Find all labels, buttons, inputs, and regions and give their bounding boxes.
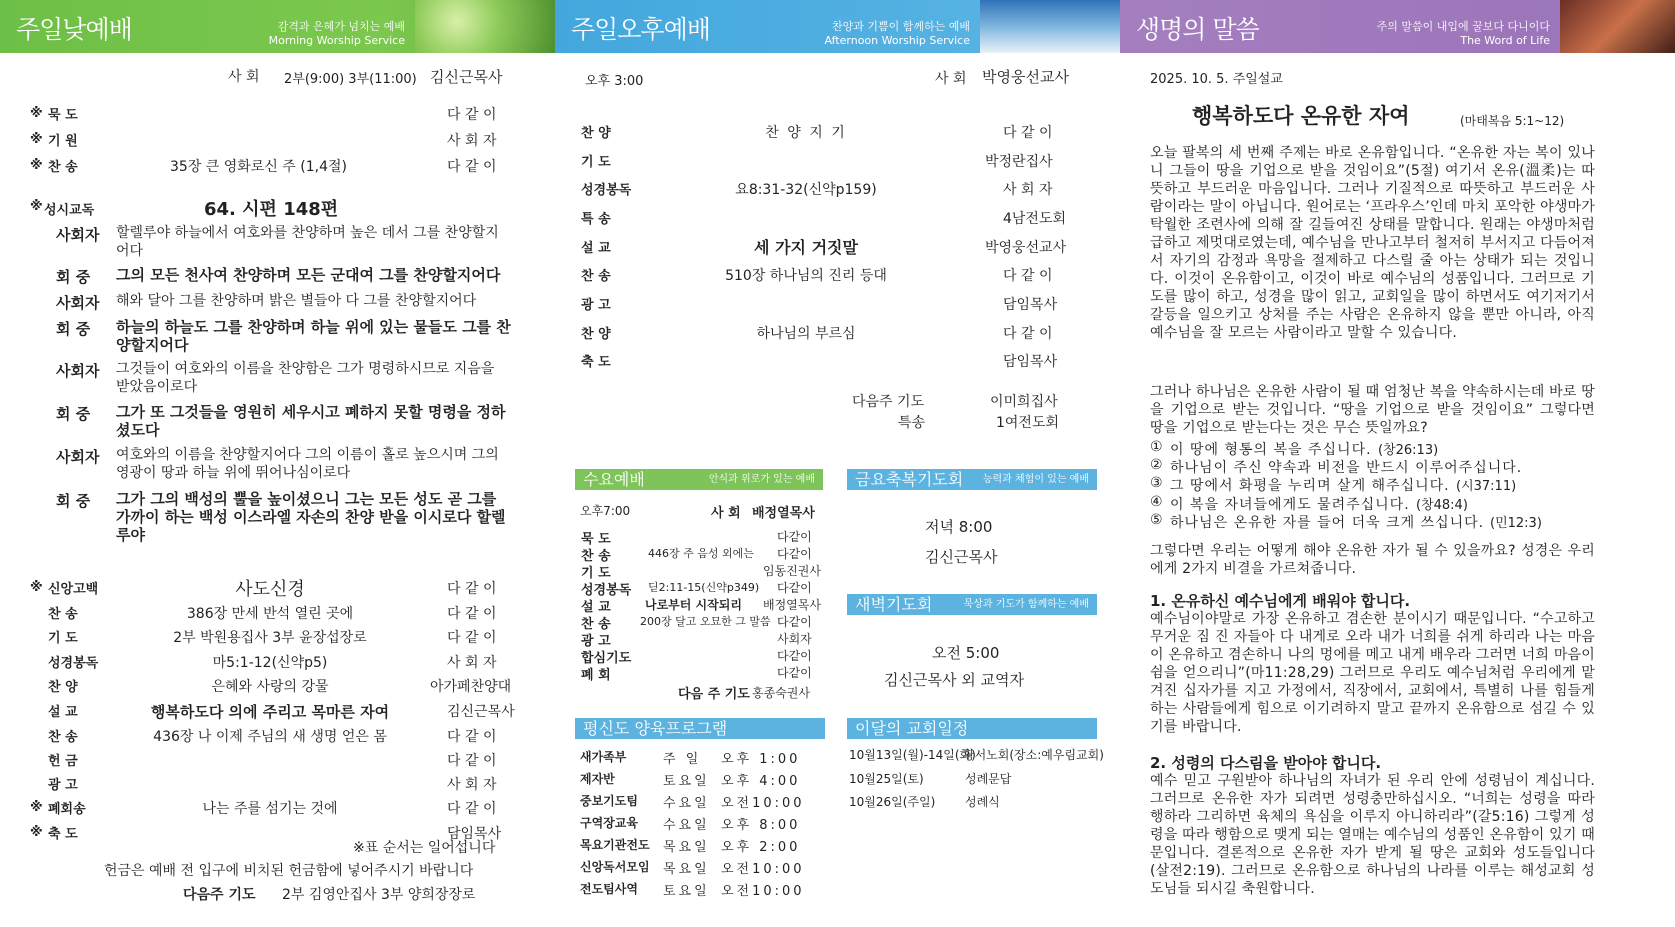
order-leader: 사 회 자 <box>447 133 497 149</box>
responsive-speaker: 회 중 <box>56 268 91 286</box>
list-text: 이 땅에 형통의 복을 주십니다. <box>1170 442 1372 458</box>
order-content: 510장 하나님의 진리 등대 <box>725 268 887 284</box>
list-reference: (창26:13) <box>1378 443 1439 458</box>
order-leader: 다 같 이 <box>447 630 497 646</box>
program-time: 오후 1:00 <box>721 752 801 767</box>
schedule-date: 10월26일(주일) <box>849 795 936 809</box>
order-leader: 김신근목사 <box>447 704 515 720</box>
order-label: 폐 회 <box>581 668 611 683</box>
order-label: 기 도 <box>581 155 611 170</box>
dawn-time: 오전 5:00 <box>932 644 1000 662</box>
section-title: 금요축복기도회 <box>855 470 964 489</box>
order-label: 설 교 <box>581 600 611 615</box>
order-leader: 사 회 자 <box>447 777 497 793</box>
presider-name: 김신근목사 <box>430 68 503 86</box>
morning-worship-banner <box>0 0 555 53</box>
section-title: 평신도 양육프로그램 <box>583 719 728 738</box>
order-leader: 다같이 <box>777 666 812 680</box>
standing-mark: ※ <box>30 580 43 595</box>
order-leader: 다 같 이 <box>1003 326 1053 342</box>
order-label: 광 고 <box>581 298 611 313</box>
responsive-text: 그의 모든 천사여 찬양하며 모든 군대여 그를 찬양할지어다 <box>116 266 501 284</box>
list-text: 하나님이 주신 약속과 비전을 반드시 이루어주십니다. <box>1170 460 1523 476</box>
presider-name: 박영웅선교사 <box>982 68 1069 86</box>
list-reference: (시37:11) <box>1456 479 1517 494</box>
list-reference: (창48:4) <box>1416 498 1468 513</box>
order-label: 묵 도 <box>48 108 78 123</box>
responsive-speaker: 사회자 <box>56 226 100 244</box>
order-leader: 다 같 이 <box>447 801 497 817</box>
order-leader: 다 같 이 <box>447 107 497 123</box>
responsive-text: 해와 달아 그를 찬양하며 밝은 별들아 다 그를 찬양할지어다 <box>116 293 477 309</box>
program-day: 수요일 <box>663 796 710 811</box>
program-name: 구역장교육 <box>580 816 638 830</box>
order-content: 35장 큰 영화로신 주 (1,4절) <box>170 159 347 175</box>
standing-mark: ※ <box>30 158 43 173</box>
standing-mark: ※ <box>30 132 43 147</box>
training-program-bar <box>575 718 825 739</box>
responsive-text: 그것들이 여호와의 이름을 찬양함은 그가 명령하시므로 지음을 받았음이로다 <box>116 361 495 395</box>
program-name: 전도팀사역 <box>580 882 638 896</box>
order-label: 기 도 <box>48 631 78 646</box>
order-content: 나는 주를 섬기는 것에 <box>202 801 338 817</box>
order-label: 신앙고백 <box>48 582 99 597</box>
sermon-paragraph-3: 그렇다면 우리는 어떻게 해야 온유한 자가 될 수 있을까요? 성경은 우리에게 2가지 비결을 가르쳐줍니다. <box>1150 543 1595 577</box>
order-leader: 사 회 자 <box>1003 182 1053 198</box>
order-label: 헌 금 <box>48 754 78 769</box>
friday-prayer-bar <box>847 469 1097 490</box>
order-content: 나로부터 시작되리 <box>645 598 742 612</box>
leaves-image <box>415 0 555 53</box>
order-leader: 임동진권사 <box>763 564 821 578</box>
order-leader: 사 회 자 <box>447 655 497 671</box>
list-text: 그 땅에서 화평을 누리며 살게 해주십니다. <box>1170 478 1450 494</box>
order-label: 찬 양 <box>581 327 611 342</box>
order-label: 기 도 <box>581 566 611 581</box>
responsive-text: 여호와의 이름을 찬양할지어다 그의 이름이 홀로 높으시며 그의 영광이 땅과 하늘 위에 뛰어나심이로다 <box>116 447 499 481</box>
order-leader: 다 같 이 <box>447 606 497 622</box>
point-1-heading: 1. 온유하신 예수님에게 배워야 합니다. <box>1150 592 1411 610</box>
order-leader: 배정열목사 <box>763 598 821 612</box>
standing-mark: ※ <box>30 800 43 815</box>
friday-time: 저녁 8:00 <box>925 518 993 536</box>
banner-subtitle-en: The Word of Life <box>1460 34 1550 47</box>
presider-label: 사 회 <box>935 71 967 87</box>
order-content: 200장 달고 오묘한 그 말씀 <box>640 615 771 628</box>
responsive-text: 그가 그의 백성의 뿔을 높이셨으니 그는 모든 성도 곧 그를 가까이 하는 백성 이스라엘 자손의 찬양 받을 이시로다 할렐루야 <box>116 490 506 544</box>
wed-presider: 배정열목사 <box>752 506 815 521</box>
order-label: 성경봉독 <box>581 583 632 598</box>
program-day: 목요일 <box>663 840 710 855</box>
program-time: 오전10:00 <box>721 796 805 811</box>
order-content: 행복하도다 의에 주리고 목마른 자여 <box>150 703 390 721</box>
next-prayer-label: 다음주 기도 <box>852 394 925 410</box>
candles-image <box>1560 0 1675 53</box>
wed-next-value: 홍종숙권사 <box>752 686 810 700</box>
order-content: 마5:1-12(신약p5) <box>212 655 328 671</box>
afternoon-time: 오후 3:00 <box>585 74 644 89</box>
order-label: 합심기도 <box>581 651 632 666</box>
responsive-speaker: 회 중 <box>56 492 91 510</box>
order-leader: 다 같 이 <box>447 581 497 597</box>
banner-subtitle: 주의 말씀이 내입에 꿀보다 다니이다 <box>1376 20 1550 33</box>
section-title: 수요예배 <box>583 470 645 489</box>
afternoon-worship-banner <box>555 0 1120 53</box>
list-text: 하나님은 온유한 자를 들어 더욱 크게 쓰십니다. <box>1170 515 1485 531</box>
order-label: 성경봉독 <box>581 183 632 198</box>
order-label: 설 교 <box>581 241 611 256</box>
wednesday-worship-bar <box>575 469 823 490</box>
program-name: 제자반 <box>580 772 615 786</box>
banner-title: 생명의 말씀 <box>1136 15 1259 44</box>
word-of-life-banner <box>1120 0 1675 53</box>
order-label: 폐회송 <box>48 802 86 817</box>
order-label: 축 도 <box>48 827 78 842</box>
order-content: 세 가지 거짓말 <box>754 238 858 257</box>
next-prayer-label: 다음주 기도 <box>183 887 256 903</box>
responsive-speaker: 회 중 <box>56 320 91 338</box>
order-leader: 다같이 <box>777 530 812 544</box>
sermon-reference: (마태복음 5:1~12) <box>1460 114 1565 128</box>
order-label: 광 고 <box>48 778 78 793</box>
schedule-event: 성례식 <box>965 795 1000 809</box>
presider-label: 사 회 <box>228 69 260 85</box>
program-time: 오후 8:00 <box>721 818 801 833</box>
section-subtitle: 능력과 체험이 있는 예배 <box>982 474 1089 485</box>
list-number: ③ <box>1150 475 1163 491</box>
order-label: 광 고 <box>581 634 611 649</box>
next-prayer-text: 2부 김영안집사 3부 양희장장로 <box>282 887 476 903</box>
schedule-date: 10월13일(월)-14일(화) <box>849 748 976 762</box>
order-content: 436장 나 이제 주님의 새 생명 얻은 몸 <box>153 729 387 745</box>
program-time: 오전10:00 <box>721 884 805 899</box>
dawn-prayer-bar <box>847 594 1097 615</box>
program-day: 수요일 <box>663 818 710 833</box>
section-title: 이달의 교회일정 <box>855 719 969 738</box>
list-number: ① <box>1150 439 1163 455</box>
program-day: 토요일 <box>663 884 710 899</box>
responsive-speaker: 사회자 <box>56 362 100 380</box>
section-title: 새벽기도회 <box>855 595 933 614</box>
program-day: 주 일 <box>663 752 702 767</box>
order-leader: 담임목사 <box>1003 354 1058 370</box>
sermon-date: 2025. 10. 5. 주일설교 <box>1150 72 1283 87</box>
order-leader: 담임목사 <box>1003 297 1058 313</box>
offering-note: 헌금은 예배 전 입구에 비치된 헌금함에 넣어주시기 바랍니다 <box>104 863 474 879</box>
order-label: 찬 양 <box>48 680 78 695</box>
list-number: ⑤ <box>1150 512 1163 528</box>
order-label: 찬 송 <box>581 269 611 284</box>
program-name: 중보기도팀 <box>580 794 638 808</box>
order-leader: 다 같 이 <box>1003 268 1053 284</box>
wed-presider-label: 사 회 <box>711 506 741 521</box>
order-leader: 다같이 <box>777 547 812 561</box>
banner-subtitle: 감격과 은혜가 넘치는 예배 <box>277 20 405 33</box>
friday-leader: 김신근목사 <box>925 548 998 566</box>
program-day: 목요일 <box>663 862 710 877</box>
order-content: 386장 만세 반석 열린 곳에 <box>186 606 354 622</box>
order-label: 성경봉독 <box>48 656 99 671</box>
sermon-paragraph-4: 예수님이야말로 가장 온유하고 겸손한 분이시기 때문입니다. “수고하고 무거운 짐 진 자들아 다 내게로 오라 내가 너희를 쉬게 하리라 나는 마음이 온유하고 겸손하니 나의 멍에를 메고 내게 배우라 그러면 너희 마음이 쉼을 얻으리니”(마11:28,29) 그러므로 우리도 예수님처럼 우리에게 맡겨진 십자가를 지고 가정에서, 직장에서, 교회에서, 특별히 나를 힘들게 하는 사람들에게 힘으로 이기려하지 말고 끝까지 온유함으로 섬길 수 있기를 바랍니다. <box>1150 611 1595 735</box>
order-content: 딛2:11-15(신약p349) <box>648 581 760 594</box>
list-number: ② <box>1150 457 1163 473</box>
responsive-text: 하늘의 하늘도 그를 찬양하며 하늘 위에 있는 물들도 그를 찬양할지어다 <box>116 318 511 354</box>
order-label: 묵 도 <box>581 532 611 547</box>
program-name: 신앙독서모임 <box>580 860 650 874</box>
next-prayer-value: 이미희집사 <box>990 394 1058 410</box>
program-name: 목요기관전도 <box>580 838 650 852</box>
order-leader: 다같이 <box>777 615 812 629</box>
monthly-schedule-bar <box>847 718 1097 739</box>
order-label: 찬 송 <box>48 730 78 745</box>
sermon-title: 행복하도다 온유한 자여 <box>1192 104 1410 128</box>
standing-mark: ※ <box>30 199 43 214</box>
wed-next-label: 다음 주 기도 <box>678 687 750 702</box>
order-leader: 박정란집사 <box>985 154 1053 170</box>
section-subtitle: 안식과 위로가 있는 예배 <box>708 474 815 485</box>
schedule-event: 성례문답 <box>965 772 1012 786</box>
order-leader: 4남전도회 <box>1003 211 1067 227</box>
list-number: ④ <box>1150 494 1163 510</box>
reading-label: 성시교독 <box>44 203 95 218</box>
point-2-heading: 2. 성령의 다스림을 받아야 합니다. <box>1150 754 1382 772</box>
standing-mark: ※ <box>30 106 43 121</box>
order-content: 446장 주 음성 외에는 <box>648 547 754 560</box>
order-content: 찬 양 지 기 <box>765 125 847 141</box>
order-leader: 다같이 <box>777 581 812 595</box>
program-time: 오후 2:00 <box>721 840 801 855</box>
responsive-speaker: 사회자 <box>56 448 100 466</box>
program-time: 오후 4:00 <box>721 774 801 789</box>
order-leader: 아가페찬양대 <box>430 679 512 695</box>
order-label: 찬 양 <box>581 126 611 141</box>
banner-subtitle-en: Morning Worship Service <box>268 34 405 47</box>
order-leader: 다같이 <box>777 649 812 663</box>
order-label: 찬 송 <box>581 617 611 632</box>
order-label: 찬 송 <box>48 160 78 175</box>
banner-title: 주일오후예배 <box>571 15 710 44</box>
order-label: 찬 송 <box>581 549 611 564</box>
order-content: 사도신경 <box>235 579 305 600</box>
banner-subtitle-en: Afternoon Worship Service <box>824 34 970 47</box>
banner-title: 주일낮예배 <box>16 15 132 44</box>
service-times: 2부(9:00) 3부(11:00) <box>284 72 417 87</box>
order-label: 축 도 <box>581 355 611 370</box>
reading-title: 64. 시편 148편 <box>204 199 339 220</box>
order-leader: 다 같 이 <box>447 753 497 769</box>
program-day: 토요일 <box>663 774 710 789</box>
responsive-text: 그가 또 그것들을 영원히 세우시고 폐하지 못할 명령을 정하셨도다 <box>116 403 506 439</box>
standing-note: ※표 순서는 일어섭니다 <box>353 840 496 856</box>
order-label: 기 원 <box>48 134 78 149</box>
wed-time: 오후7:00 <box>580 504 631 518</box>
standing-mark: ※ <box>30 825 43 840</box>
program-name: 새가족부 <box>580 750 627 764</box>
schedule-event: 황서노회(장소:예우림교회) <box>963 748 1104 762</box>
sermon-paragraph-5: 예수 믿고 구원받아 하나님의 자녀가 된 우리 안에 성령님이 계십니다. 그러므로 온유한 자가 되려면 성령충만하십시오. “너희는 성령을 따라 행하라 그리하면 육체의 욕심을 이루지 아니하리라”(갈5:16) 그렇게 성령을 따라 행함으로 맺게 되는 열매는 예수님의 성품인 온유함이 있기 때문입니다. 결론적으로 온유한 자가 받게 될 땅은 교회와 성도들입니다(살전2:19). 그러므로 온유함으로 하나님의 나라를 이루는 해성교회 성도님들 되시길 축원합니다. <box>1150 773 1595 897</box>
schedule-date: 10월25일(토) <box>849 772 924 786</box>
program-time: 오전10:00 <box>721 862 805 877</box>
order-label: 설 교 <box>48 705 78 720</box>
order-leader: 다 같 이 <box>1003 125 1053 141</box>
order-leader: 다 같 이 <box>447 729 497 745</box>
special-song-value: 1여전도회 <box>996 415 1060 431</box>
list-reference: (민12:3) <box>1490 516 1542 531</box>
dawn-leader: 김신근목사 외 교역자 <box>884 671 1024 689</box>
order-leader: 담임목사 <box>447 826 502 842</box>
order-content: 2부 박원용집사 3부 윤장섭장로 <box>173 630 367 646</box>
order-leader: 박영웅선교사 <box>985 240 1067 256</box>
order-label: 찬 송 <box>48 607 78 622</box>
responsive-speaker: 회 중 <box>56 405 91 423</box>
order-content: 요8:31-32(신약p159) <box>735 182 877 198</box>
special-song-label: 특송 <box>898 415 926 431</box>
banner-subtitle: 찬양과 기쁨이 함께하는 예배 <box>831 20 970 33</box>
sermon-paragraph-2: 그러나 하나님은 온유한 사람이 될 때 엄청난 복을 약속하시는데 바로 땅을 기업으로 받는 것입니다. “땅을 기업으로 받을 것임이요” 그렇다면 땅을 기업으로 받는다는 것은 무슨 뜻일까요? <box>1150 384 1595 436</box>
responsive-text: 할렐루야 하늘에서 여호와를 찬양하며 높은 데서 그를 찬양할지어다 <box>116 225 499 259</box>
order-leader: 사회자 <box>777 632 812 646</box>
order-leader: 다 같 이 <box>447 159 497 175</box>
order-content: 은혜와 사랑의 강물 <box>211 679 329 695</box>
order-content: 하나님의 부르심 <box>756 326 856 342</box>
sky-image <box>980 0 1120 53</box>
list-text: 이 복을 자녀들에게도 물려주십니다. <box>1170 497 1410 513</box>
sermon-paragraph-1: 오늘 팔복의 세 번째 주제는 바로 온유함입니다. “온유한 자는 복이 있나니 그들이 땅을 기업으로 받을 것임이요”(5절) 여기서 온유(溫柔)는 따뜻하고 부드러운 마음입니다. 그러나 기질적으로 따뜻하고 부드러운 사람이라는 말이 아닙니다. 원어로는 ‘프라우스’인데 마치 포악한 야생마가 탁월한 조련사에 의해 잘 길들여진 상태를 말합니다. 원래는 야생마처럼 급하고 제멋대로였는데, 예수님을 만나고부터 철저히 부서지고 다듬어져서 자기의 감정과 욕망을 절제하고 다스릴 줄 아는 상태가 되는 것입니다. 이것이 온유함이고, 이것이 바로 예수님의 성품입니다. 그러므로 기도를 많이 하고, 성경을 많이 읽고, 교회일을 많이 하면서도 여기저기서 갈등을 일으키고 상처를 주는 사람은 온유하지 않을 뿐만 아니라, 아직 예수님을 잘 모르는 사람이라고 말할 수 있습니다. <box>1150 145 1595 341</box>
order-label: 특 송 <box>581 212 611 227</box>
section-subtitle: 묵상과 기도가 함께하는 예배 <box>963 599 1089 610</box>
responsive-speaker: 사회자 <box>56 294 100 312</box>
